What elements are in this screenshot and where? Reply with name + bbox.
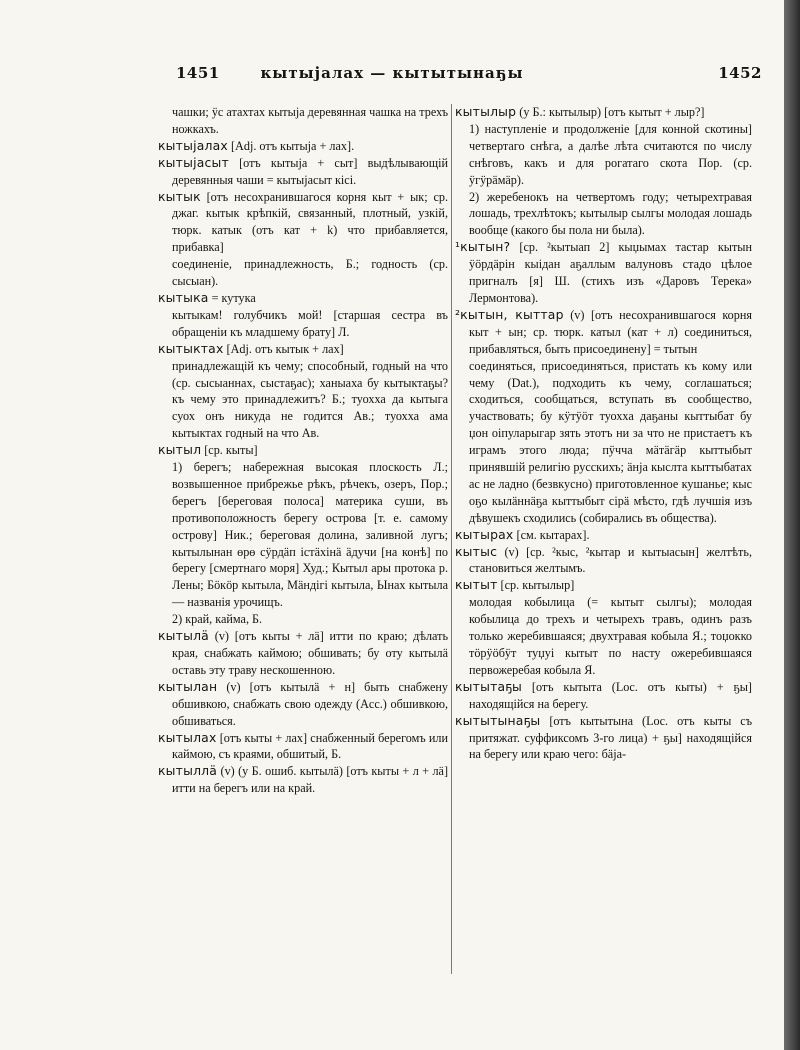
dictionary-entry [158, 290, 448, 307]
entry-text [455, 189, 752, 240]
headword: ¹кытын? [455, 239, 511, 255]
dictionary-entry [158, 189, 448, 257]
headword: кытык [158, 188, 201, 204]
entry-text [158, 307, 448, 341]
definition-text: [Adj. отъ кытыја + лах]. [227, 138, 355, 153]
definition-text: [отъ несохранившагося корня кыт + ык; ср. джаг. кытык крѣпкій, связанный, плотный, узкій, тюрк. катык (отъ кат + k) что прибавляется, прибавка] [172, 189, 448, 255]
entry-text [455, 358, 752, 527]
dictionary-entry [158, 763, 448, 797]
definition-text: = кутука [208, 290, 256, 305]
entry-text [158, 104, 448, 138]
entry-text [455, 121, 752, 189]
running-title: кытыјалах — кытытынаҕы [260, 64, 524, 82]
definition-text: [ср. кытылыр] [497, 578, 575, 593]
headword: кытылан [158, 678, 218, 694]
headword: кытылыр [455, 104, 517, 119]
column-divider [451, 104, 452, 974]
dictionary-entry [455, 104, 752, 121]
definition-text: кытыкам! голубчикъ мой! [старшая сестра въ обращеніи къ младшему брату] Л. [172, 307, 448, 339]
definition-text: [отъ кытыја + сыт] выдѣлывающій деревянныя чаши = кытыјасыт кісі. [172, 155, 448, 187]
headword: кытырах [455, 526, 514, 542]
entry-text [455, 594, 752, 679]
dictionary-entry [158, 628, 448, 679]
dictionary-entry [455, 527, 752, 544]
definition-text: принадлежащій къ чему; способный, годный на что (ср. сысыаннах, сыстаҕас); ханыаха бу кытыктаҕы? къ чему это принадлежитъ? Б.; туохха да кытыга суох онъ никуда не годится Ав.; туохха ама кытыктах годный на что Ав. [172, 358, 448, 441]
right-column [455, 104, 752, 763]
definition-text: 2) жеребенокъ на четвертомъ году; четырехтравая лошадь, трехлѣтокъ; кытылыр сылгы молодая лошадь вообще (какого бы пола ни была). [469, 189, 752, 238]
definition-text: [ср. ²кытыап 2] кыџымах тастар кытын ӱӧрдӓрін кыідан аҕаллым валуновъ стадо цѣлое пригналъ [я] Ш. (стихъ изъ «Даровъ Терека» Лермонтова). [469, 240, 752, 305]
definition-text: [отъ кытыта (Loc. отъ кыты) + ҕы] находящійся на берегу. [469, 679, 752, 711]
definition-text: соединяться, присоединяться, пристать къ кому или чему (Dat.), подходить къ чему, соглашаться; сходиться, сообщаться, вступать въ сообщество, участвовать; бу кӱтӱӧт туохха даҕаны кыттыбат бу џон оіпуларыгар зять этотъ ни за что не пристаетъ къ играмъ этого люда; пӱчча мӓтӓгӓр кыттыбыт принявшій религію русскихъ; ӓнја кыслта кыттыбатах ас не ладно (безвкусно) приготовленное кушанье; кыс оҕо кылӓннӓҕа кыттыбыт сірӓ мѣсто, гдѣ лучшія изъ дѣвушекъ сходились (собирались въ общества). [469, 358, 752, 525]
dictionary-entry [158, 138, 448, 155]
definition-text: соединеніе, принадлежность, Б.; годность (ср. сысыан). [172, 257, 448, 289]
definition-text: [отъ кыты + лах] снабженный берегомъ или каймою, съ краями, обшитый, Б. [172, 730, 448, 762]
dictionary-entry [455, 713, 752, 764]
dictionary-entry [158, 155, 448, 189]
dictionary-entry [455, 544, 752, 578]
page-header [0, 64, 784, 88]
headword: кытылах [158, 729, 217, 745]
headword: ²кытын, кыттар [455, 306, 564, 322]
definition-text: [см. кытарах]. [513, 527, 590, 542]
definition-text: 2) край, кайма, Б. [172, 612, 263, 627]
definition-text: [отъ кытытына (Loc. отъ кыты съ притяжат. суффиксомъ 3-го лица) + ҕы] находящійся на берегу или краю чего: бӓја- [469, 713, 752, 762]
headword: кытыс [455, 543, 498, 559]
entry-text [158, 358, 448, 443]
headword: кытыл [158, 442, 202, 458]
headword: кытыллӓ [158, 763, 218, 779]
dictionary-entry [455, 239, 752, 307]
scan-edge [784, 0, 800, 1050]
entry-text [158, 256, 448, 290]
headword: кытыка [158, 289, 209, 305]
headword: кытыјасыт [158, 154, 229, 170]
definition-text: чашки; ӱс атахтах кытыја деревянная чашка на трехъ ножкахъ. [172, 105, 448, 136]
page-number-left: 1451 [176, 64, 220, 82]
headword: кытытаҕы [455, 678, 523, 694]
definition-text: [ср. кыты] [201, 443, 258, 458]
left-column [158, 104, 448, 797]
dictionary-entry [158, 442, 448, 459]
dictionary-entry [455, 307, 752, 358]
definition-text: (v) [ср. ²кыс, ²кытар и кытыасын] желтѣть, становиться желтымъ. [469, 544, 752, 576]
headword: кытыт [455, 577, 498, 593]
definition-text: (v) (у Б. ошиб. кытылӓ) [отъ кыты + л + лӓ] итти на берегъ или на край. [172, 764, 448, 796]
definition-text: (v) [отъ кыты + лӓ] итти по краю; дѣлать края, снабжать каймою; обшивать; бу оту кытылӓ оставь эту траву нескошенною. [172, 629, 448, 677]
definition-text: [Adj. отъ кытык + лах] [223, 341, 344, 356]
definition-text: 1) берегъ; набережная высокая плоскость Л.; возвышенное прибрежье рѣкъ, рѣчекъ, озеръ, Пор.; берегъ [береговая полоса] материка суши, въ противоположность берегу острова [т. е. самому острову] Ник.; береговая долина, заливной лугъ; кытылынан өрө сӱрдӓп істӓхінӓ ӓдучи [на конѣ] по берегу [смертнаго моря] Худ.; Кытыл ары протока р. Лены; Бӧкӧр кытыла, Мӓндігі кытыла, Ынах кытыла — названія урочищъ. [172, 460, 448, 610]
page-number-right: 1452 [718, 64, 762, 82]
definition-text: (v) [отъ несохранившагося корня кыт + ын; ср. тюрк. катыл (кат + л) соединиться, прибавляться, быть присоединену] = тытын [469, 307, 752, 356]
dictionary-entry [158, 730, 448, 764]
headword: кытыктах [158, 340, 224, 356]
definition-text: (у Б.: кытылыр) [отъ кытыт + лыр?] [516, 105, 705, 119]
dictionary-entry [455, 577, 752, 594]
dictionary-entry [158, 341, 448, 358]
definition-text: молодая кобылица (= кытыт сылгы); молодая кобылица до трехъ и четырехъ травъ, одинъ разъ только жеребившаяся; двухтравая кобыла Я.; тоџокко тӧрӱӧбӱт туџуі кытыт по насту ожеребившаяся первожеребая кобыла Я. [469, 595, 752, 677]
entry-text [158, 459, 448, 611]
definition-text: (v) [отъ кытылӓ + н] быть снабжену обшивкою, снабжать свою одежду (Acc.) обшивкою, обшиваться. [172, 679, 448, 728]
headword: кытытынаҕы [455, 712, 541, 728]
headword: кытыјалах [158, 137, 228, 153]
dictionary-entry [455, 679, 752, 713]
dictionary-entry [158, 679, 448, 730]
definition-text: 1) наступленіе и продолженіе [для конной скотины] четвертаго снѣга, а далѣе лѣта считаются по числу снѣговъ, какъ и для рогатаго скота Пор. (ср. ӱгӱрӓмӓр). [469, 121, 752, 187]
headword: кытылӓ [158, 628, 209, 644]
entry-text [158, 611, 448, 628]
